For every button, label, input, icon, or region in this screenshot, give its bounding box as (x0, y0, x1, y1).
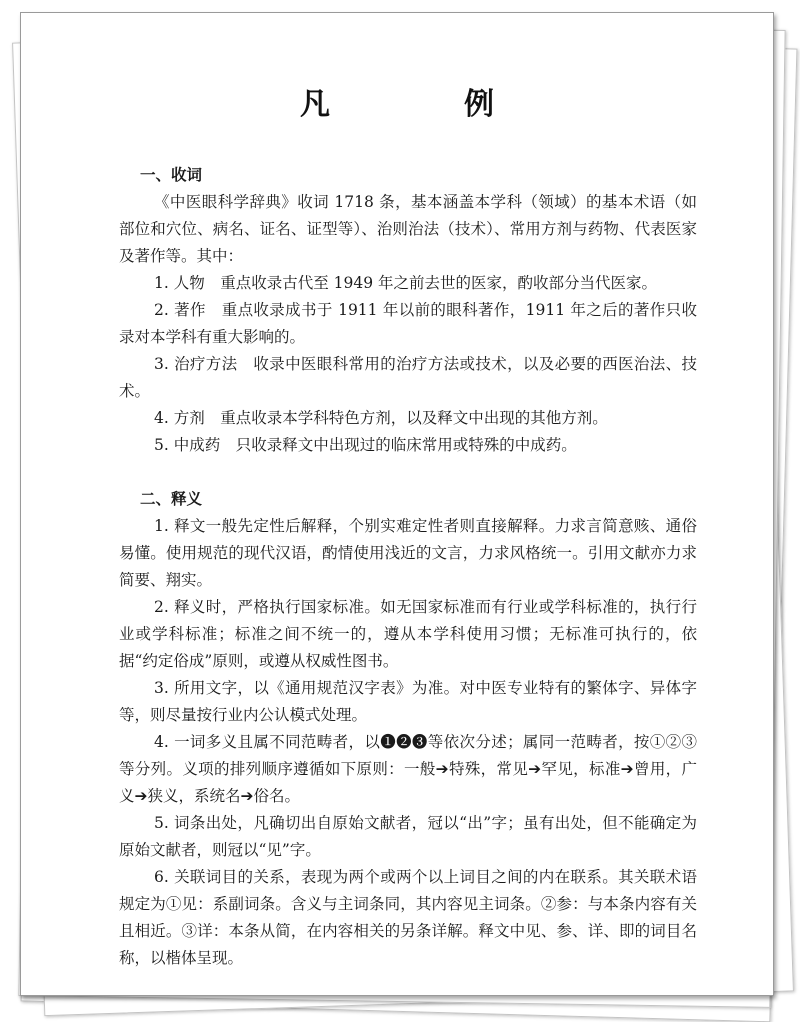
section-collection (119, 162, 697, 972)
paragraph: 《中医眼科学辞典》收词 1718 条，基本涵盖本学科（领域）的基本术语（如部位和穴位、病名、证名、证型等）、治则治法（技术）、常用方剂与药物、代表医家及著作等。其中： (119, 193, 697, 265)
paragraph: 4. 方剂 重点收录本学科特色方剂，以及释文中出现的其他方剂。 (154, 409, 608, 427)
paragraph: 6. 关联词目的关系，表现为两个或两个以上词目之间的内在联系。其关联术语规定为①见：系副词条。含义与主词条同，其内容见主词条。②参：与本条内容有关且相近。③详：本条从简，在内容相关的另条详解。释文中见、参、详、即的词目名称，以楷体呈现。 (119, 868, 697, 967)
section-heading: 二、释义 (140, 490, 203, 508)
paragraph: 1. 释文一般先定性后解释，个别实难定性者则直接解释。力求言简意赅、通俗易懂。使用规范的现代汉语，酌情使用浅近的文言，力求风格统一。引用文献亦力求简要、翔实。 (119, 517, 697, 589)
paragraph: 2. 释义时，严格执行国家标准。如无国家标准而有行业或学科标准的，执行行业或学科标准；标准之间不统一的，遵从本学科使用习惯；无标准可执行的，依据“约定俗成”原则，或遵从权威性图书。 (119, 598, 697, 670)
paragraph: 2. 著作 重点收录成书于 1911 年以前的眼科著作，1911 年之后的著作只收录对本学科有重大影响的。 (119, 301, 697, 346)
document-page (20, 12, 774, 996)
section-spacer (119, 459, 697, 486)
paragraph: 4. 一词多义且属不同范畴者，以❶❷❸等依次分述；属同一范畴者，按①②③等分列。义项的排列顺序遵循如下原则：一般➔特殊，常见➔罕见，标准➔曾用，广义➔狭义，系统名➔俗名。 (119, 733, 697, 805)
paragraph: 1. 人物 重点收录古代至 1949 年之前去世的医家，酌收部分当代医家。 (154, 274, 658, 292)
paragraph: 5. 词条出处，凡确切出自原始文献者，冠以“出”字；虽有出处，但不能确定为原始文献者，则冠以“见”字。 (119, 814, 697, 859)
paragraph: 3. 治疗方法 收录中医眼科常用的治疗方法或技术，以及必要的西医治法、技术。 (119, 355, 697, 400)
paragraph: 3. 所用文字，以《通用规范汉字表》为准。对中医专业特有的繁体字、异体字等，则尽量按行业内公认模式处理。 (119, 679, 697, 724)
paragraph: 5. 中成药 只收录释文中出现过的临床常用或特殊的中成药。 (154, 436, 577, 454)
page-title: 凡 例 (300, 87, 546, 122)
section-heading: 一、收词 (140, 166, 203, 184)
